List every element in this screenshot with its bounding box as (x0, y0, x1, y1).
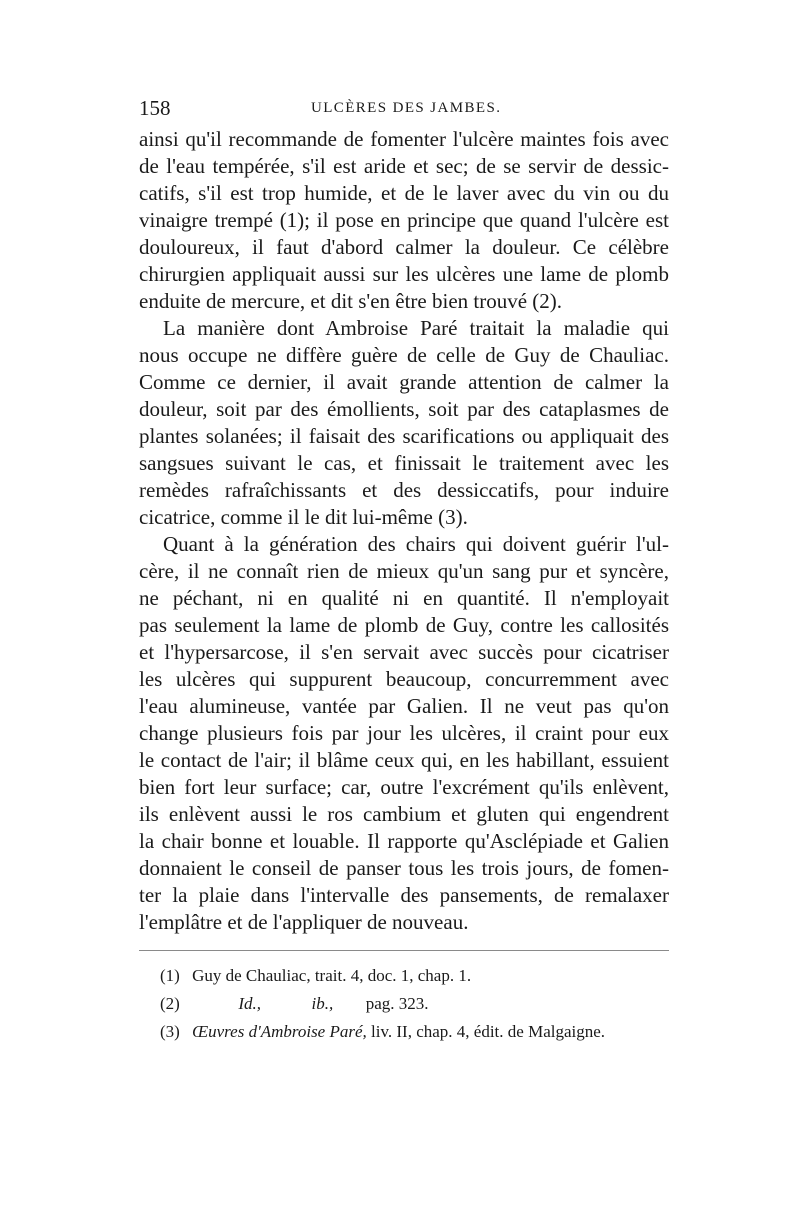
text-line: le contact de l'air; il blâme ceux qui, en les habillant, essuient (139, 748, 669, 772)
text-line: l'emplâtre et de l'appliquer de nouveau. (139, 910, 469, 934)
paragraph-2 (139, 315, 669, 531)
main-text (139, 126, 669, 936)
text-line: douloureux, il faut d'abord calmer la douleur. Ce célèbre (139, 235, 669, 259)
footnote-text: liv. II, chap. 4, édit. de Malgaigne. (371, 1022, 606, 1041)
text-line: douleur, soit par des émollients, soit par des cataplasmes de (139, 397, 669, 421)
page-header (139, 96, 669, 122)
running-title: ULCÈRES DES JAMBES. (311, 100, 502, 116)
text-line: catifs, s'il est trop humide, et de le laver avec du vin ou du (139, 181, 669, 205)
text-line: plantes solanées; il faisait des scarifications ou appliquait des (139, 424, 669, 448)
footnote-text: Œuvres d'Ambroise Paré, (192, 1022, 367, 1041)
footnote-number: (3) (160, 1022, 180, 1041)
text-line: et l'hypersarcose, il s'en servait avec succès pour cicatriser (139, 640, 669, 664)
text-line: les ulcères qui suppurent beaucoup, concurremment avec (139, 667, 669, 691)
text-line: la chair bonne et louable. Il rapporte qu'Asclépiade et Galien (139, 829, 669, 853)
text-line: enduite de mercure, et dit s'en être bien trouvé (2). (139, 289, 563, 313)
text-line: La manière dont Ambroise Paré traitait la maladie qui (163, 316, 669, 340)
footnote-text: Id., (238, 994, 261, 1013)
text-line: Comme ce dernier, il avait grande attention de calmer la (139, 370, 669, 394)
footnote-3 (160, 1018, 670, 1046)
text-line: ter la plaie dans l'intervalle des pansements, de remalaxer (139, 883, 669, 907)
text-line: remèdes rafraîchissants et des dessiccatifs, pour induire (139, 478, 669, 502)
footnote-divider (139, 950, 669, 951)
footnote-2 (160, 990, 670, 1018)
text-line: de l'eau tempérée, s'il est aride et sec; de se servir de dessic- (139, 154, 669, 178)
text-line: Quant à la génération des chairs qui doivent guérir l'ul- (163, 532, 669, 556)
text-line: donnaient le conseil de panser tous les trois jours, de fomen- (139, 856, 669, 880)
text-line: sangsues suivant le cas, et finissait le traitement avec les (139, 451, 669, 475)
text-line: ils enlèvent aussi le ros cambium et gluten qui engendrent (139, 802, 669, 826)
paragraph-3 (139, 531, 669, 936)
text-line: cicatrice, comme il le dit lui-même (3). (139, 505, 468, 529)
footnote-text: Guy de Chauliac, trait. 4, doc. 1, chap. 1. (192, 966, 472, 985)
footnote-text: pag. 323. (365, 994, 429, 1013)
text-line: ainsi qu'il recommande de fomenter l'ulcère maintes fois avec (139, 127, 669, 151)
page-number: 158 (139, 96, 171, 120)
footnote-number: (2) (160, 994, 180, 1013)
text-line: cère, il ne connaît rien de mieux qu'un sang pur et syncère, (139, 559, 669, 583)
text-line: pas seulement la lame de plomb de Guy, contre les callosités (139, 613, 669, 637)
text-line: l'eau alumineuse, vantée par Galien. Il ne veut pas qu'on (139, 694, 669, 718)
text-line: ne péchant, ni en qualité ni en quantité. Il n'employait (139, 586, 669, 610)
footnote-number: (1) (160, 966, 180, 985)
text-line: vinaigre trempé (1); il pose en principe que quand l'ulcère est (139, 208, 669, 232)
text-line: chirurgien appliquait aussi sur les ulcères une lame de plomb (139, 262, 669, 286)
paragraph-1 (139, 126, 669, 315)
footnote-1 (160, 962, 670, 990)
footnotes (160, 962, 670, 1046)
text-line: change plusieurs fois par jour les ulcères, il craint pour eux (139, 721, 669, 745)
text-line: nous occupe ne diffère guère de celle de Guy de Chauliac. (139, 343, 669, 367)
footnote-text: ib., (311, 994, 334, 1013)
text-line: bien fort leur surface; car, outre l'excrément qu'ils enlèvent, (139, 775, 669, 799)
